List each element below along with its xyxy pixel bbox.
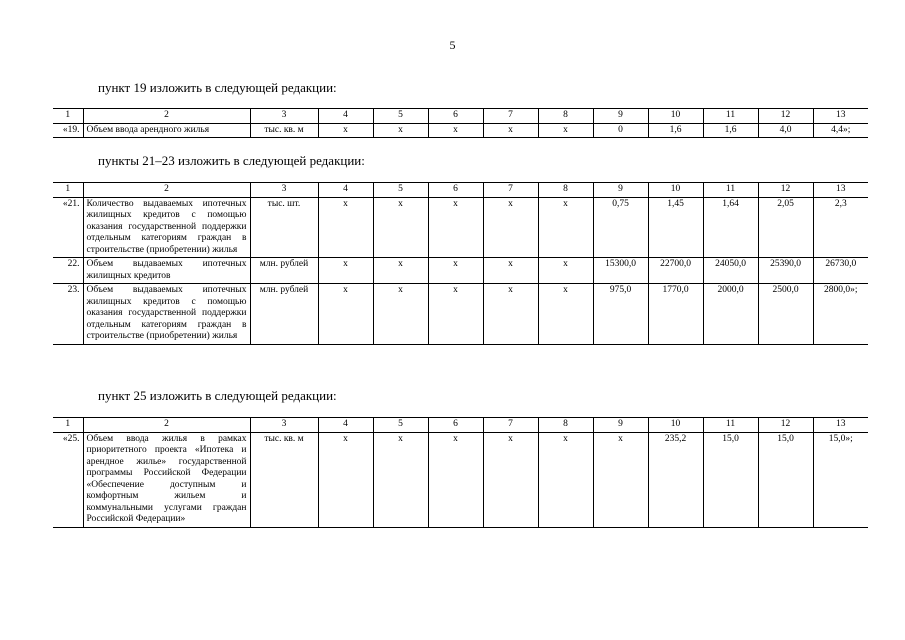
value-cell: 15,0 [758,432,813,527]
value-cell: 4,4»; [813,123,868,138]
value-cell: х [428,432,483,527]
value-cell: х [318,284,373,345]
column-header: 10 [648,418,703,433]
value-cell: 2000,0 [703,284,758,345]
column-header: 12 [758,109,813,124]
value-cell: 1,45 [648,197,703,258]
value-cell: х [538,284,593,345]
column-header: 1 [53,109,83,124]
row-number-cell: «25. [53,432,83,527]
column-header: 1 [53,183,83,198]
column-header: 8 [538,418,593,433]
column-header: 3 [250,418,318,433]
value-cell: 2,05 [758,197,813,258]
table-row [53,432,868,527]
column-header: 10 [648,109,703,124]
column-header: 4 [318,109,373,124]
value-cell: х [318,258,373,284]
value-cell: 15,0»; [813,432,868,527]
value-cell: 2500,0 [758,284,813,345]
value-cell: 1,6 [648,123,703,138]
value-cell: 235,2 [648,432,703,527]
value-cell: х [318,197,373,258]
table-item-25 [53,417,868,528]
header-row [53,183,868,198]
indicator-name-cell: Количество выдаваемых ипотечных жилищных кредитов с помощью оказания государственной поддержки отдельным категориям граждан в строительстве (приобретении) жилья [83,197,250,258]
value-cell: 26730,0 [813,258,868,284]
page-number: 5 [449,38,456,52]
table-row [53,258,868,284]
column-header: 10 [648,183,703,198]
unit-cell: тыс. кв. м [250,432,318,527]
column-header: 6 [428,183,483,198]
column-header: 5 [373,109,428,124]
value-cell: 1,6 [703,123,758,138]
column-header: 1 [53,418,83,433]
value-cell: х [593,432,648,527]
indicator-name-cell: Объем выдаваемых ипотечных жилищных кредитов [83,258,250,284]
value-cell: 22700,0 [648,258,703,284]
column-header: 3 [250,183,318,198]
value-cell: 1,64 [703,197,758,258]
column-header: 3 [250,109,318,124]
value-cell: х [318,432,373,527]
value-cell: х [318,123,373,138]
column-header: 12 [758,183,813,198]
header-row [53,418,868,433]
unit-cell: млн. рублей [250,258,318,284]
indicator-name-cell: Объем выдаваемых ипотечных жилищных кредитов с помощью оказания государственной поддержки отдельным категориям граждан в строительстве (приобретении) жилья [83,284,250,345]
unit-cell: тыс. шт. [250,197,318,258]
column-header: 6 [428,109,483,124]
section-heading-25: пункт 25 изложить в следующей редакции: [98,388,337,403]
section-heading-21-23: пункты 21–23 изложить в следующей редакции: [98,153,365,168]
value-cell: х [373,197,428,258]
value-cell: 2800,0»; [813,284,868,345]
value-cell: х [538,258,593,284]
column-header: 4 [318,418,373,433]
unit-cell: млн. рублей [250,284,318,345]
column-header: 2 [83,418,250,433]
section-heading-19: пункт 19 изложить в следующей редакции: [98,80,337,95]
column-header: 9 [593,183,648,198]
column-header: 2 [83,183,250,198]
value-cell: 975,0 [593,284,648,345]
table-items-21-23 [53,182,868,345]
value-cell: х [538,197,593,258]
column-header: 13 [813,183,868,198]
value-cell: 25390,0 [758,258,813,284]
value-cell: 0 [593,123,648,138]
value-cell: х [538,123,593,138]
value-cell: 15300,0 [593,258,648,284]
column-header: 5 [373,418,428,433]
value-cell: х [428,123,483,138]
value-cell: 1770,0 [648,284,703,345]
value-cell: 0,75 [593,197,648,258]
table-item-19 [53,108,868,138]
column-header: 5 [373,183,428,198]
value-cell: 4,0 [758,123,813,138]
column-header: 11 [703,183,758,198]
column-header: 9 [593,418,648,433]
value-cell: х [538,432,593,527]
value-cell: х [483,284,538,345]
row-number-cell: 23. [53,284,83,345]
table-row [53,123,868,138]
column-header: 2 [83,109,250,124]
column-header: 7 [483,418,538,433]
column-header: 13 [813,418,868,433]
row-number-cell: «21. [53,197,83,258]
value-cell: х [373,432,428,527]
row-number-cell: «19. [53,123,83,138]
value-cell: 15,0 [703,432,758,527]
value-cell: х [428,284,483,345]
value-cell: 2,3 [813,197,868,258]
value-cell: х [483,197,538,258]
column-header: 8 [538,183,593,198]
value-cell: х [483,258,538,284]
table-row [53,197,868,258]
row-number-cell: 22. [53,258,83,284]
column-header: 13 [813,109,868,124]
value-cell: 24050,0 [703,258,758,284]
value-cell: х [483,432,538,527]
table-row [53,284,868,345]
column-header: 4 [318,183,373,198]
column-header: 12 [758,418,813,433]
column-header: 8 [538,109,593,124]
header-row [53,109,868,124]
indicator-name-cell: Объем ввода арендного жилья [83,123,250,138]
value-cell: х [483,123,538,138]
column-header: 11 [703,418,758,433]
column-header: 7 [483,183,538,198]
unit-cell: тыс. кв. м [250,123,318,138]
value-cell: х [373,258,428,284]
column-header: 7 [483,109,538,124]
column-header: 9 [593,109,648,124]
value-cell: х [373,284,428,345]
value-cell: х [428,197,483,258]
indicator-name-cell: Объем ввода жилья в рамках приоритетного проекта «Ипотека и арендное жилье» государственной программы Российской Федерации «Обеспечение доступным и комфортным жильем и коммунальными услугами граждан Российской Федерации» [83,432,250,527]
column-header: 11 [703,109,758,124]
value-cell: х [373,123,428,138]
value-cell: х [428,258,483,284]
column-header: 6 [428,418,483,433]
